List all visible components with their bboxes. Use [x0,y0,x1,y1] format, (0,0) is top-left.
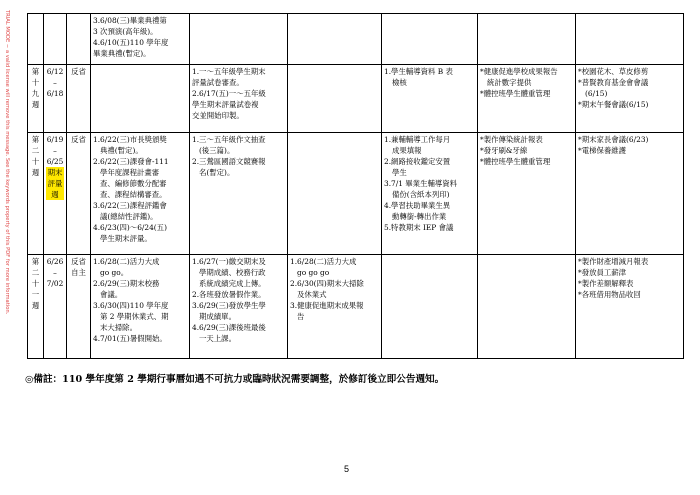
table-row-week-20 [28,133,684,255]
teaching-cell: 1.6/27(一)繳交期末及 學期成績、校務行政 系統成績完成上傳。 2.各班發放暑假作業。 3.6/29(三)發放學生學 期成績單。 4.6/29(三)課後班最後 一天上課。 [190,255,288,359]
teaching-cell: 1.一～五年級學生期末 評量試卷審查。 2.6/17(五)一～五年級 學生期末評量試卷複 交並開始印製。 [190,65,288,133]
week-cell [28,14,44,65]
week-label: 第 十 九 週 [28,65,44,133]
page-number: 5 [344,464,350,474]
health-cell [478,14,576,65]
academic-cell: 1.6/22(三)市長獎頒獎 典禮(暫定)。 2.6/22(三)課發會-111 學年度課程計畫審 查、編修節數分配審 查、課程結構審查。 3.6/22(三)課程評鑑會 議(總結性評鑑)。 4.6/23(四)～6/24(五) 學生期末評量。 [91,133,190,255]
review-cell [67,14,91,65]
general-affairs-cell: *製作財產增減月報表 *發放員工薪津 *製作差額解釋表 *各班借用物品收回 [576,255,684,359]
schedule-table [27,13,684,359]
week-label: 第 二 十 週 [28,133,44,255]
teaching-cell [190,14,288,65]
student-affairs-cell [288,14,382,65]
general-affairs-cell: *校園花木、草皮修剪 *普賢教育基金會會議 (6/15) *期末午餐會議(6/15) [576,65,684,133]
table-row-week-19 [28,65,684,133]
academic-cell [91,65,190,133]
health-cell: *健康促進學校成果報告 統計數字提供 *體控班學生體重管理 [478,65,576,133]
health-cell [478,255,576,359]
table-row-continuation [28,14,684,65]
week-dates: 6/12 – 6/18 [44,65,67,133]
health-cell: *製作傳染統計報表 *發牙刷&牙線 *體控班學生體重管理 [478,133,576,255]
academic-cell: 1.6/28(二)活力大成 go go。 2.6/29(三)期末校務 會議。 3.6/30(四)110 學年度 第 2 學期休業式、期 末大掃除。 4.7/01(五)暑假開始。 [91,255,190,359]
week-label: 第 二 十 一 週 [28,255,44,359]
counseling-cell [382,14,478,65]
counseling-cell: 1.兼輔輔導工作每月 成果填報 2.網路接收鑑定安置 學生 3.7/1 畢業生輔導資料 備份(含紙本列印) 4.學習扶助畢業生異 動轉銜-轉出作業 5.特教期末 IEP 會議 [382,133,478,255]
student-affairs-cell [288,133,382,255]
week-dates: 6/19 – 6/25 期末 評量 週 [44,133,67,255]
review-label: 反省 自主 [67,255,91,359]
footnote: ◎備註：110 學年度第 2 學期行事曆如遇不可抗力或臨時狀況需要調整，於修訂後立即公告週知。 [25,374,445,385]
table-row-week-21 [28,255,684,359]
review-label: 反省 [67,133,91,255]
general-affairs-cell: *期末家長會議(6/23) *電梯保養維護 [576,133,684,255]
review-label: 反省 [67,65,91,133]
counseling-cell: 1.學生輔導資料 B 表 檢核 [382,65,478,133]
teaching-cell: 1.三～五年級作文抽查 (後三篇)。 2.三鶯區國語文競賽報 名(暫定)。 [190,133,288,255]
dates-cell [44,14,67,65]
exam-week-highlight: 期末 [47,168,63,177]
trial-watermark: TRIAL MODE − a valid license will remove this message. See the keywords property of this PDF for more information. [4,10,10,315]
counseling-cell [382,255,478,359]
week-dates: 6/26 – 7/02 [44,255,67,359]
general-affairs-cell [576,14,684,65]
student-affairs-cell: 1.6/28(二)活力大成 go go go 2.6/30(四)期末大掃除 及休業式 3.健康促進期末成果報 告 [288,255,382,359]
student-affairs-cell [288,65,382,133]
academic-cell: 3.6/08(三)畢業典禮第 3 次預演(高年級)。 4.6/10(五)110 學年度 畢業典禮(暫定)。 [91,14,190,65]
